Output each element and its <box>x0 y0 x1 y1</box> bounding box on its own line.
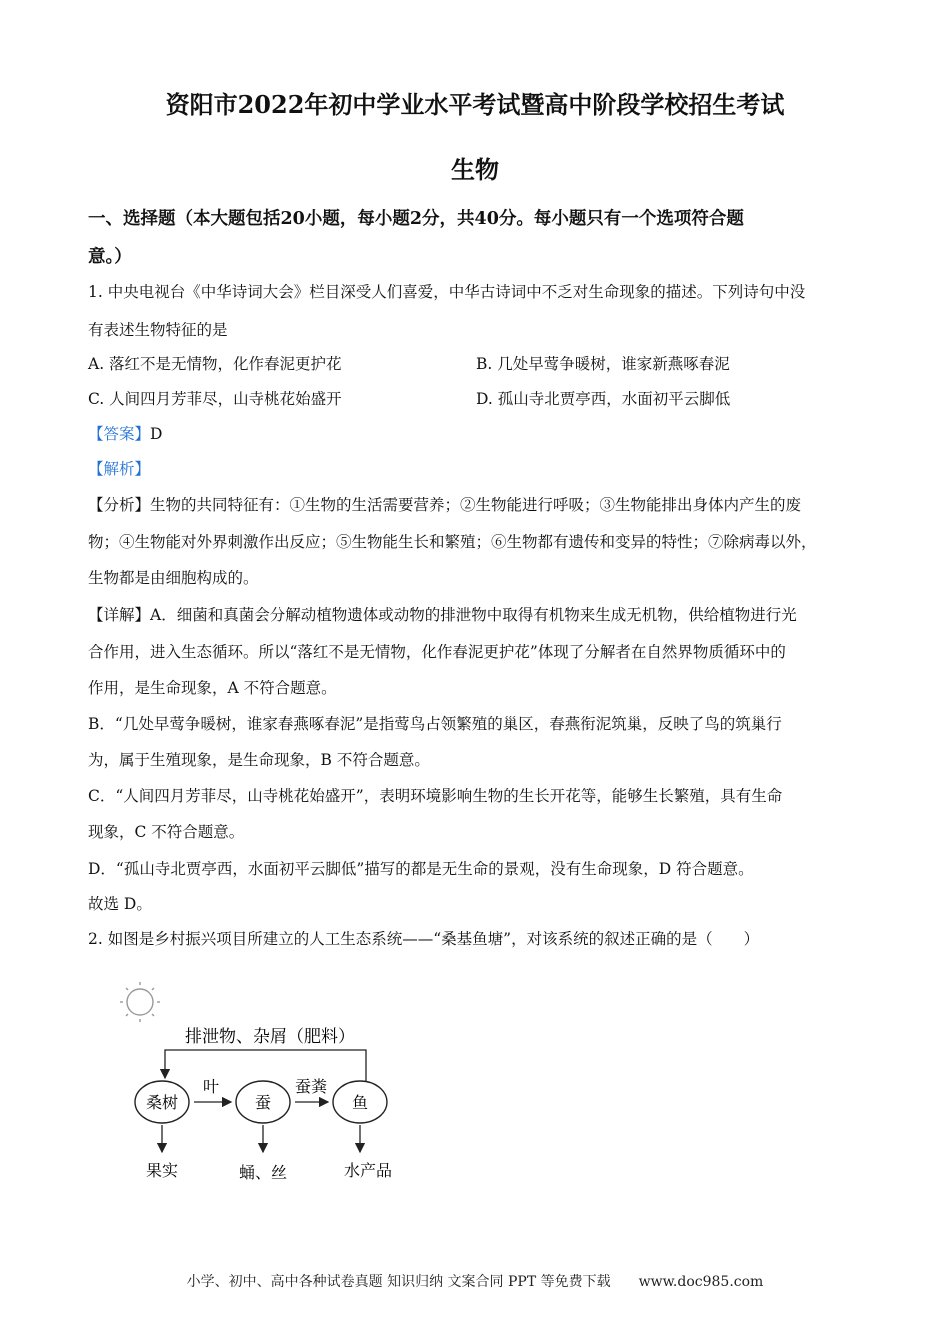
diagram-top-label: 排泄物、杂屑（肥料） <box>185 1027 355 1047</box>
fenxi-text: 生物的共同特征有：①生物的生活需要营养；②生物能进行呼吸；③生物能排出身体内产生的废 <box>150 496 802 514</box>
q1-fenxi-cont: 物；④生物能对外界刺激作出反应；⑤生物能生长和繁殖；⑥生物都有遗传和变异的特性；⑦除病毒以外， <box>88 533 817 551</box>
q1-option-a: A. 落红不是无情物，化作春泥更护花 <box>88 355 342 373</box>
output-aquatic-label: 水产品 <box>343 1161 393 1180</box>
xiangjie-a-text: A．细菌和真菌会分解动植物遗体或动物的排泄物中取得有机物来生成无机物，供给植物进行光 <box>150 606 797 624</box>
subject-title: 生物 <box>451 155 499 184</box>
section-heading-cont: 意。） <box>88 247 132 267</box>
q1-xiangjie-b: B．“几处早莺争暖树，谁家春燕啄春泥”是指莺鸟占领繁殖的巢区，春燕衔泥筑巢，反映了鸟的筑巢行 <box>88 715 782 733</box>
q1-answer <box>88 422 162 444</box>
node-mulberry-label: 桑树 <box>145 1093 179 1112</box>
q1-option-d: D. 孤山寺北贾亭西，水面初平云脚低 <box>476 390 731 408</box>
output-fruit-label: 果实 <box>145 1161 179 1180</box>
q1-fenxi-cont: 生物都是由细胞构成的。 <box>88 569 259 587</box>
q1-xiangjie-c: C．“人间四月芳菲尽，山寺桃花始盛开”，表明环境影响生物的生长开花等，能够生长繁殖，具有生命 <box>88 787 783 805</box>
node-silkworm-label: 蚕 <box>254 1093 272 1112</box>
q1-option-c: C. 人间四月芳菲尽，山寺桃花始盛开 <box>88 390 342 408</box>
mulberry-fish-pond-diagram <box>110 980 430 1195</box>
q1-xiangjie-a-cont: 合作用，进入生态循环。所以“落红不是无情物，化作春泥更护花”体现了分解者在自然界物质循环中的 <box>88 643 786 661</box>
analysis-tag: 【解析】 <box>88 460 151 478</box>
q1-xiangjie-d: D．“孤山寺北贾亭西，水面初平云脚低”描写的都是无生命的景观，没有生命现象，D 符合题意。 <box>88 860 754 878</box>
q1-xiangjie-a-cont: 作用，是生命现象，A 不符合题意。 <box>88 679 337 697</box>
output-silk-label: 蛹、丝 <box>238 1163 288 1182</box>
sun-icon <box>120 982 160 1022</box>
q1-stem-cont: 有表述生物特征的是 <box>88 321 228 339</box>
q1-fenxi <box>88 493 801 515</box>
answer-tag: 【答案】 <box>88 425 151 443</box>
q1-option-b: B. 几处早莺争暖树，谁家新燕啄春泥 <box>476 355 730 373</box>
q1-xiangjie-b-cont: 为，属于生殖现象，是生命现象，B 不符合题意。 <box>88 751 430 769</box>
section-heading: 一、选择题（本大题包括20小题，每小题2分，共40分。每小题只有一个选项符合题 <box>88 209 744 229</box>
q1-xiangjie-c-cont: 现象，C 不符合题意。 <box>88 823 245 841</box>
page-title: 资阳市2022年初中学业水平考试暨高中阶段学校招生考试 <box>165 90 785 119</box>
q1-stem: 1. 中央电视台《中华诗词大会》栏目深受人们喜爱，中华古诗词中不乏对生命现象的描述。下列诗句中没 <box>88 283 806 301</box>
edge-leaf-label: 叶 <box>202 1077 220 1096</box>
fenxi-tag: 【分析】 <box>88 496 151 514</box>
q1-conclusion: 故选 D。 <box>88 895 152 913</box>
answer-value: D <box>150 425 163 443</box>
xiangjie-tag: 【详解】 <box>88 606 151 624</box>
edge-feces-label: 蚕粪 <box>294 1077 328 1096</box>
q1-analysis-tag <box>88 457 150 479</box>
q2-stem: 2. 如图是乡村振兴项目所建立的人工生态系统——“桑基鱼塘”，对该系统的叙述正确的是（ ） <box>88 930 760 948</box>
node-fish-label: 鱼 <box>351 1093 369 1112</box>
page-footer: 小学、初中、高中各种试卷真题 知识归纳 文案合同 PPT 等免费下载 www.doc985.com <box>186 1274 764 1290</box>
q1-xiangjie-a <box>88 603 797 625</box>
